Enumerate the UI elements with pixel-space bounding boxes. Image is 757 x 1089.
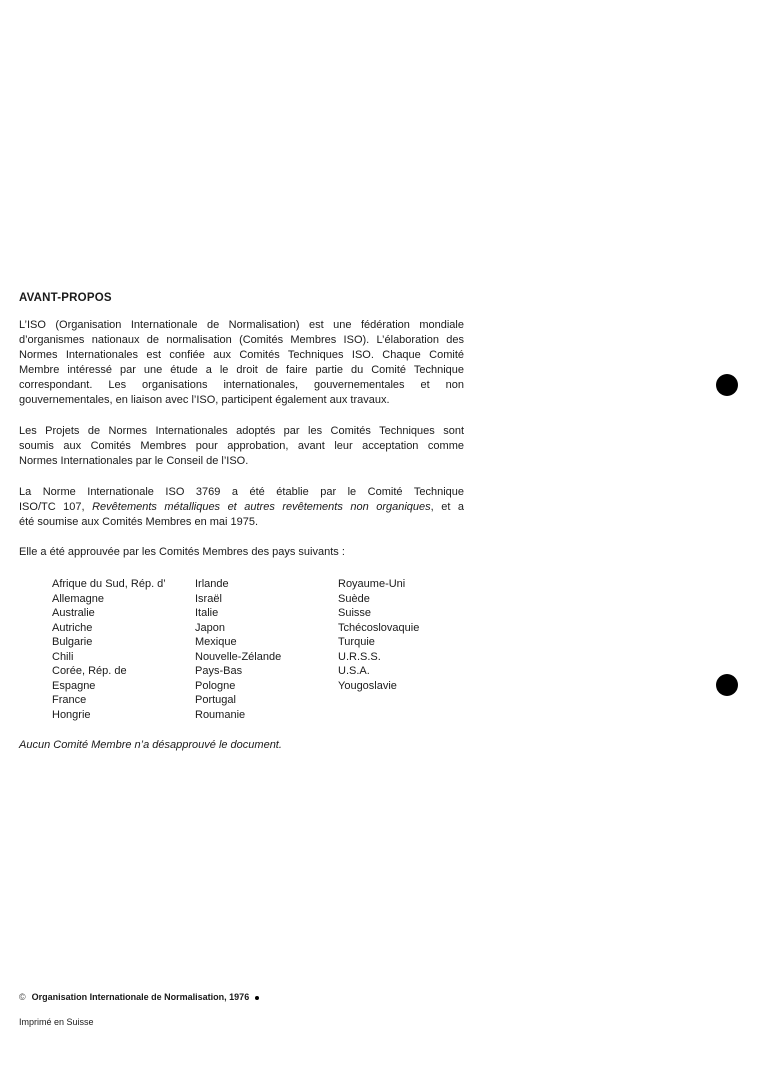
country-item: U.S.A.	[338, 665, 370, 677]
country-item: Tchécoslovaquie	[338, 621, 420, 634]
text-line: Les Projets de Normes Internationales adoptés par les Comités Techniques sont	[19, 425, 464, 437]
country-item: Espagne	[52, 679, 96, 692]
paragraph-draft-standards	[19, 424, 464, 469]
committee-ref: ISO/TC 107,	[19, 501, 85, 513]
paragraph-iso-description	[19, 318, 464, 408]
text-line: Normes Internationales par le Conseil de l’ISO.	[19, 455, 249, 467]
text-line: correspondant. Les organisations internationales, gouvernementales et non	[19, 379, 464, 391]
text-line: été soumise aux Comités Membres en mai 1975.	[19, 516, 259, 528]
countries-column-3	[338, 577, 419, 693]
countries-column-1	[52, 577, 166, 722]
text-line: d’organismes nationaux de normalisation (Comités Membres ISO). L’élaboration des	[19, 334, 464, 346]
country-item: Allemagne	[52, 592, 104, 605]
country-item: Irlande	[195, 578, 229, 590]
country-item: Afrique du Sud, Rép. d’	[52, 578, 166, 590]
text-line: soumis aux Comités Membres pour approbation, avant leur acceptation comme	[19, 440, 464, 452]
paragraph-standard-origin	[19, 485, 464, 530]
text-line	[19, 500, 464, 515]
country-item: Australie	[52, 607, 95, 619]
country-item: Yougoslavie	[338, 679, 397, 692]
text-line: Elle a été approuvée par les Comités Membres des pays suivants :	[19, 546, 345, 558]
country-item: Suède	[338, 592, 370, 605]
country-item: Turquie	[338, 636, 375, 648]
printed-in: Imprimé en Suisse	[19, 1017, 94, 1027]
copyright-text: Organisation Internationale de Normalisation, 1976	[31, 992, 250, 1002]
countries-column-2	[195, 577, 281, 722]
country-item: Mexique	[195, 636, 237, 648]
text-line: gouvernementales, en liaison avec l’ISO, participent également aux travaux.	[19, 394, 390, 406]
country-item: Nouvelle-Zélande	[195, 650, 282, 663]
closing-statement: Aucun Comité Membre n’a désapprouvé le document.	[19, 739, 282, 751]
copyright-icon: ©	[19, 992, 26, 1002]
foreword-heading: AVANT-PROPOS	[19, 292, 112, 304]
committee-title: Revêtements métalliques et autres revêtements non organiques	[92, 501, 431, 513]
country-item: Royaume-Uni	[338, 578, 406, 590]
country-item: Portugal	[195, 694, 236, 706]
country-item: Pays-Bas	[195, 665, 243, 677]
text-line: L’ISO (Organisation Internationale de Normalisation) est une fédération mondiale	[19, 319, 464, 331]
country-item: France	[52, 694, 87, 706]
country-item: Hongrie	[52, 708, 91, 721]
text-fragment: , et a	[430, 501, 464, 513]
country-item: Corée, Rép. de	[52, 665, 127, 677]
country-item: Chili	[52, 650, 74, 663]
country-item: Bulgarie	[52, 636, 93, 648]
country-item: Italie	[195, 607, 219, 619]
bullet-icon	[255, 996, 259, 1000]
copyright-line	[19, 992, 259, 1002]
country-item: Suisse	[338, 607, 372, 619]
country-item: Pologne	[195, 679, 236, 692]
country-item: Israël	[195, 592, 222, 605]
paragraph-approval	[19, 545, 464, 560]
country-item: Japon	[195, 621, 225, 634]
binding-hole-icon	[716, 674, 738, 696]
text-line: La Norme Internationale ISO 3769 a été établie par le Comité Technique	[19, 486, 464, 498]
country-item: Autriche	[52, 621, 93, 634]
country-item: U.R.S.S.	[338, 650, 381, 663]
text-line: Membre intéressé par une étude a le droit de faire partie du Comité Technique	[19, 364, 464, 376]
text-line: Normes Internationales est confiée aux Comités Techniques ISO. Chaque Comité	[19, 349, 464, 361]
country-item: Roumanie	[195, 708, 246, 721]
binding-hole-icon	[716, 374, 738, 396]
